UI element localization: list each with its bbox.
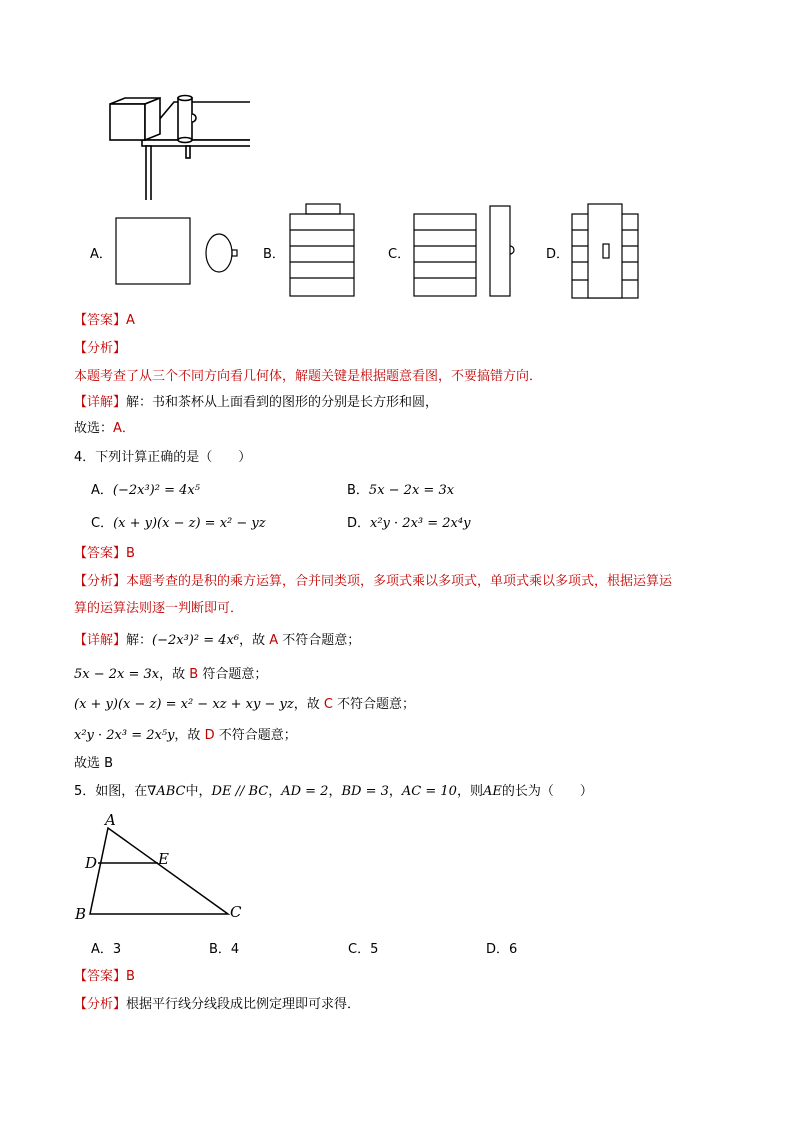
option-b-shapes <box>288 202 358 298</box>
option-c-label: C． <box>388 247 411 262</box>
option-d-shapes <box>570 202 642 300</box>
option-a-label: A． <box>90 247 112 262</box>
vertex-a-label: A <box>105 811 116 829</box>
stem-math: BD = 3 <box>341 784 389 799</box>
option-label: A． <box>91 483 113 498</box>
option-expr: (x + y)(x − z) = x² − yz <box>113 516 266 531</box>
q4-analysis-line1 <box>74 570 672 589</box>
option-label: B． <box>347 483 369 498</box>
analysis-tag: 【分析】 <box>74 574 127 589</box>
stem-text: 中， <box>185 784 212 799</box>
q4-answer <box>74 542 135 561</box>
vertex-c-label: C <box>230 903 242 921</box>
analysis-tag: 【分析】 <box>74 341 127 356</box>
answer-value: B <box>126 546 135 561</box>
option-expr: x²y · 2x³ = 2x⁴y <box>370 516 471 531</box>
step-sep: ，故 <box>174 728 201 743</box>
stem-math: DE // BC <box>211 784 269 799</box>
q5-option-d: D．6 <box>486 942 518 957</box>
q4-detail-step1 <box>74 629 360 648</box>
q4-option-b <box>347 479 454 498</box>
q5-stem <box>74 780 593 799</box>
q4-analysis-line2 <box>74 597 243 616</box>
q3-choice <box>74 417 135 436</box>
step-expr: (x + y)(x − z) = x² − xz + xy − yz <box>74 697 294 712</box>
stem-text: 的长为（ ） <box>501 784 593 799</box>
analysis-text: 算的运算法则逐一判断即可． <box>74 601 244 616</box>
answer-tag: 【答案】 <box>74 546 127 561</box>
q4-stem: 4．下列计算正确的是（ ） <box>74 450 252 465</box>
q3-answer <box>74 309 135 328</box>
step-option: A <box>265 633 283 648</box>
analysis-text: 根据平行线分线段成比例定理即可求得． <box>126 997 361 1012</box>
vertex-d-label: D <box>85 854 98 872</box>
option-label: D． <box>347 516 371 531</box>
q3-detail <box>74 391 438 410</box>
step-option: D <box>200 728 219 743</box>
detail-text: 解：书和茶杯从上面看到的图形的分别是长方形和圆， <box>126 395 439 410</box>
q4-detail-step4 <box>74 724 297 743</box>
option-c-shapes <box>412 204 522 298</box>
q5-option-b: B．4 <box>209 942 240 957</box>
stem-math: AE <box>482 784 502 799</box>
step-sep: ，故 <box>239 633 266 648</box>
stem-math: AC = 10 <box>401 784 457 799</box>
option-d-label: D． <box>546 247 570 262</box>
option-expr: (−2x³)² = 4x⁵ <box>112 483 200 498</box>
stem-text: ，则 <box>456 784 483 799</box>
q4-option-c <box>91 512 266 531</box>
table-objects <box>70 92 250 200</box>
q3-analysis-text <box>74 365 542 384</box>
step-option: C <box>319 697 338 712</box>
detail-tag: 【详解】 <box>74 395 127 410</box>
answer-value: A <box>126 313 135 328</box>
analysis-text: 本题考查的是积的乘方运算，合并同类项，多项式乘以多项式，单项式乘以多项式，根据运算运 <box>126 574 673 589</box>
vertex-e-label: E <box>158 850 169 868</box>
q4-detail-step3 <box>74 693 415 712</box>
q5-analysis <box>74 993 360 1012</box>
analysis-tag: 【分析】 <box>74 997 127 1012</box>
q5-option-c: C．5 <box>348 942 379 957</box>
vertex-b-label: B <box>75 905 87 923</box>
step-expr: 5x − 2x = 3x <box>74 667 160 682</box>
stem-text: ， <box>388 784 402 799</box>
q4-option-d <box>347 512 470 531</box>
stem-math: ∇ABC <box>147 784 186 799</box>
step-verdict: 不符合题意； <box>282 633 361 648</box>
step-expr: (−2x³)² = 4x⁶ <box>152 633 240 648</box>
stem-math: AD = 2 <box>281 784 329 799</box>
step-sep: ，故 <box>159 667 186 682</box>
option-label: C． <box>91 516 114 531</box>
q4-detail-step2 <box>74 663 267 682</box>
step-verdict: 符合题意； <box>202 667 268 682</box>
triangle-figure <box>72 808 252 928</box>
q5-option-a: A．3 <box>91 942 122 957</box>
answer-value: B <box>126 969 135 984</box>
detail-prefix: 解： <box>126 633 153 648</box>
q5-answer <box>74 965 135 984</box>
stem-text: ， <box>268 784 282 799</box>
q4-option-a <box>91 479 200 498</box>
step-sep: ，故 <box>293 697 320 712</box>
answer-tag: 【答案】 <box>74 313 127 328</box>
option-a-shapes <box>114 216 244 286</box>
detail-tag: 【详解】 <box>74 633 127 648</box>
choice-prefix: 故选： <box>74 421 114 436</box>
step-verdict: 不符合题意； <box>337 697 416 712</box>
q4-choice: 故选 B <box>74 756 114 771</box>
step-expr: x²y · 2x³ = 2x⁵y <box>74 728 175 743</box>
stem-text: ， <box>328 784 342 799</box>
step-verdict: 不符合题意； <box>218 728 297 743</box>
stem-text: 5．如图，在 <box>74 784 148 799</box>
choice-value: A． <box>113 421 135 436</box>
option-expr: 5x − 2x = 3x <box>368 483 455 498</box>
step-option: B <box>185 667 203 682</box>
q3-analysis-tag <box>74 337 126 356</box>
analysis-text: 本题考查了从三个不同方向看几何体，解题关键是根据题意看图，不要搞错方向． <box>74 369 543 384</box>
option-b-label: B． <box>263 247 285 262</box>
answer-tag: 【答案】 <box>74 969 127 984</box>
